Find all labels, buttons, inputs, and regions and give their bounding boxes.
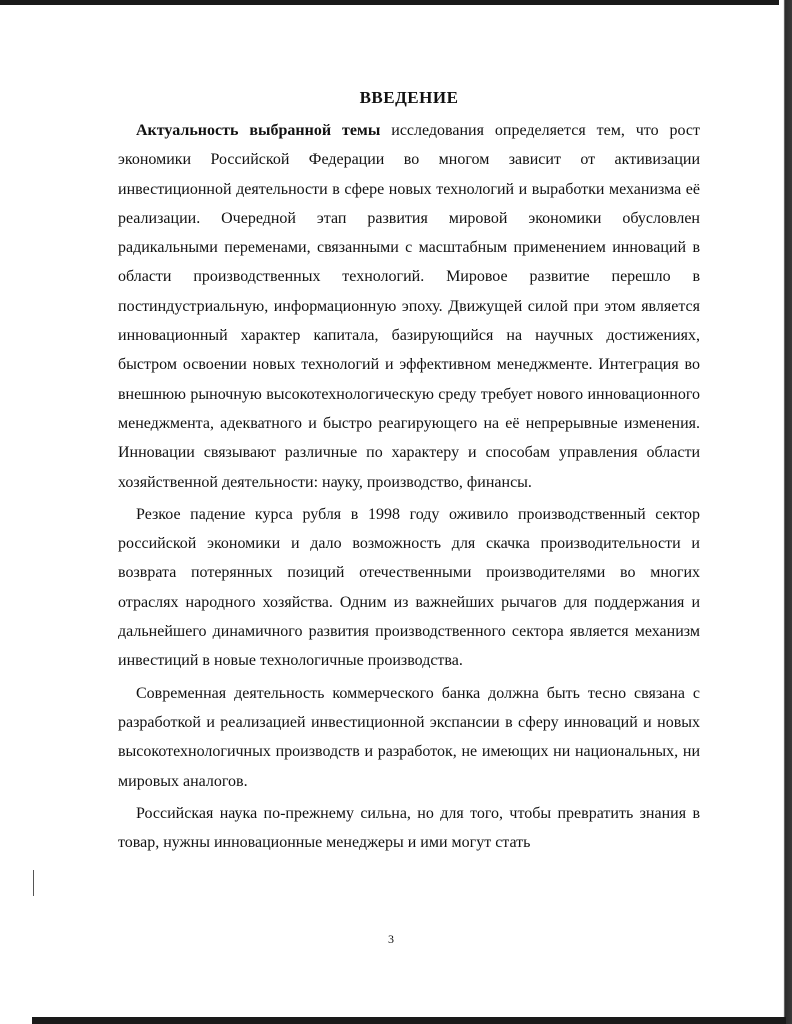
scan-border-top: [0, 0, 792, 5]
relevance-heading: Актуальность выбранной темы: [136, 122, 381, 139]
page-number: 3: [388, 932, 394, 946]
relevance-text: исследования определяется тем, что рост экономики Российской Федерации во многом зависит от активизации инвестиционной деятельности в сфере новых технологий и выработки механизма её реализации. Очередной этап развития мировой экономики обусловлен радикальными переменами, связанными с масштабным применением инноваций в области производственных технологий. Мировое развитие перешло в постиндустриальную, информационную эпоху. Движущей силой при этом является инновационный характер капитала, базирующийся на научных достижениях, быстром освоении новых технологий и эффективном менеджменте. Интеграция во внешнюю рыночную высокотехнологическую среду требует нового инновационного менеджмента, адекватного и быстро реагирующего на её непрерывные изменения. Инновации связывают различные по характеру и способам управления области хозяйственной деятельности: науку, производство, финансы.: [118, 122, 700, 491]
scan-border-right: [779, 0, 792, 1024]
paragraph-ruble: Резкое падение курса рубля в 1998 году оживило производственный сектор российской экономики и дало возможность для скачка производительности и возврата потерянных позиций отечественными производителями во многих отраслях народного хозяйства. Одним из важнейших рычагов для поддержания и дальнейшего динамичного развития производственного сектора является механизм инвестиций в новые технологичные производства.: [118, 505, 700, 670]
paragraph-bank: Современная деятельность коммерческого банка должна быть тесно связана с разработкой и реализацией инвестиционной экспансии в сферу инноваций и новых высокотехнологичных производств и разработок, не имеющих ни национальных, ни мировых аналогов.: [118, 684, 700, 790]
scan-border-bottom: [32, 1017, 786, 1024]
scan-mark-left: [33, 870, 34, 896]
page-title: ВВЕДЕНИЕ: [359, 88, 459, 107]
paragraph-science: Российская наука по-прежнему сильна, но для того, чтобы превратить знания в товар, нужны инновационные менеджеры и ими могут стать: [118, 804, 700, 852]
document-page: [118, 88, 700, 857]
paragraph-relevance: [118, 116, 700, 497]
